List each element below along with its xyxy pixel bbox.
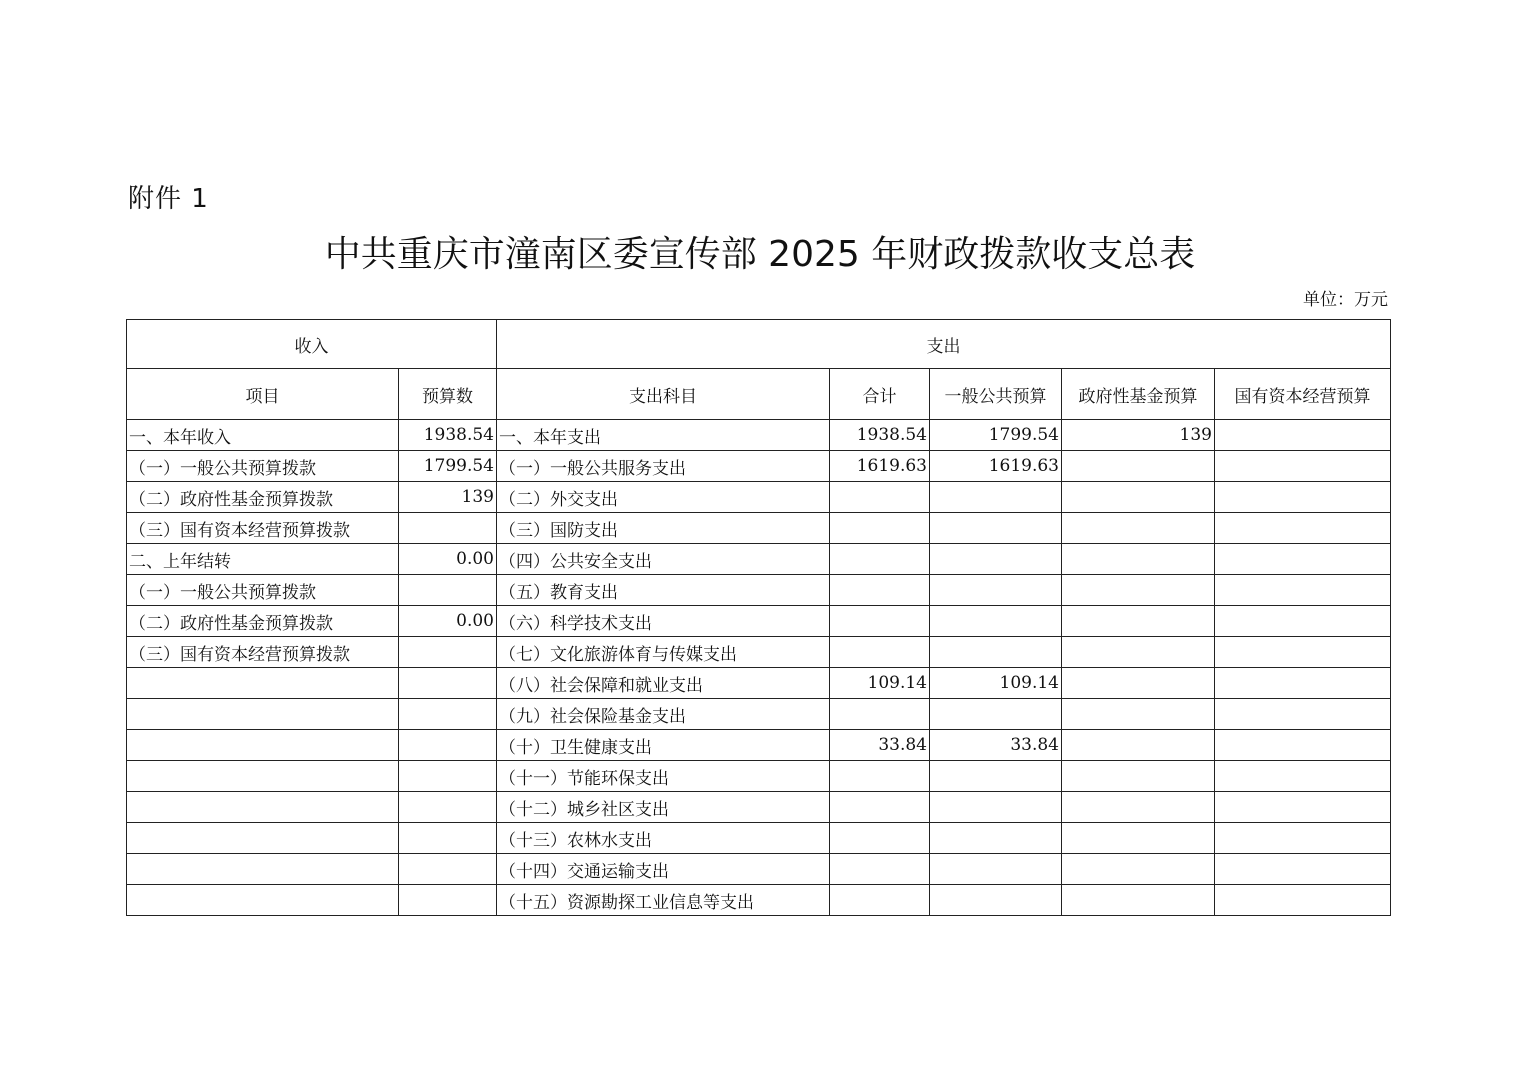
cell-amount bbox=[399, 792, 497, 823]
cell-total bbox=[830, 823, 930, 854]
table-body bbox=[127, 420, 1391, 916]
cell-item bbox=[127, 823, 399, 854]
table-row bbox=[127, 668, 1391, 699]
cell-state-capital-budget bbox=[1215, 730, 1391, 761]
cell-fund-budget bbox=[1062, 606, 1215, 637]
cell-fund-budget bbox=[1062, 885, 1215, 916]
cell-general-budget bbox=[930, 606, 1062, 637]
table-row bbox=[127, 451, 1391, 482]
table-row bbox=[127, 792, 1391, 823]
group-header-row bbox=[127, 320, 1391, 369]
cell-amount bbox=[399, 668, 497, 699]
cell-subject: （七）文化旅游体育与传媒支出 bbox=[497, 637, 830, 668]
cell-state-capital-budget bbox=[1215, 420, 1391, 451]
cell-item: （二）政府性基金预算拨款 bbox=[127, 482, 399, 513]
cell-general-budget: 33.84 bbox=[930, 730, 1062, 761]
cell-total bbox=[830, 513, 930, 544]
cell-total: 33.84 bbox=[830, 730, 930, 761]
cell-state-capital-budget bbox=[1215, 575, 1391, 606]
cell-fund-budget bbox=[1062, 513, 1215, 544]
cell-subject: （八）社会保障和就业支出 bbox=[497, 668, 830, 699]
column-header-row bbox=[127, 369, 1391, 420]
cell-amount bbox=[399, 823, 497, 854]
cell-amount bbox=[399, 575, 497, 606]
col-header-subject: 支出科目 bbox=[497, 369, 830, 420]
cell-subject: （四）公共安全支出 bbox=[497, 544, 830, 575]
cell-subject: （一）一般公共服务支出 bbox=[497, 451, 830, 482]
cell-general-budget bbox=[930, 823, 1062, 854]
cell-amount: 1799.54 bbox=[399, 451, 497, 482]
cell-subject: （十三）农林水支出 bbox=[497, 823, 830, 854]
cell-fund-budget bbox=[1062, 854, 1215, 885]
cell-subject: （五）教育支出 bbox=[497, 575, 830, 606]
page-title: 中共重庆市潼南区委宣传部 2025 年财政拨款收支总表 bbox=[324, 234, 1196, 275]
cell-total bbox=[830, 699, 930, 730]
table-row bbox=[127, 420, 1391, 451]
cell-item: （一）一般公共预算拨款 bbox=[127, 575, 399, 606]
table-row bbox=[127, 885, 1391, 916]
table-row bbox=[127, 761, 1391, 792]
cell-fund-budget bbox=[1062, 668, 1215, 699]
table-row bbox=[127, 854, 1391, 885]
cell-total bbox=[830, 544, 930, 575]
cell-general-budget bbox=[930, 513, 1062, 544]
table-row bbox=[127, 823, 1391, 854]
cell-fund-budget bbox=[1062, 699, 1215, 730]
col-header-fund: 政府性基金预算 bbox=[1062, 369, 1215, 420]
col-header-item: 项目 bbox=[127, 369, 399, 420]
cell-state-capital-budget bbox=[1215, 513, 1391, 544]
cell-total bbox=[830, 792, 930, 823]
cell-state-capital-budget bbox=[1215, 823, 1391, 854]
cell-subject: （十四）交通运输支出 bbox=[497, 854, 830, 885]
budget-table bbox=[126, 319, 1391, 916]
cell-item: （三）国有资本经营预算拨款 bbox=[127, 513, 399, 544]
table-row bbox=[127, 637, 1391, 668]
unit-label: 单位：万元 bbox=[1303, 290, 1388, 310]
cell-subject: （六）科学技术支出 bbox=[497, 606, 830, 637]
cell-amount bbox=[399, 854, 497, 885]
cell-general-budget bbox=[930, 575, 1062, 606]
table-row bbox=[127, 606, 1391, 637]
col-header-state: 国有资本经营预算 bbox=[1215, 369, 1391, 420]
cell-item: （三）国有资本经营预算拨款 bbox=[127, 637, 399, 668]
cell-general-budget bbox=[930, 482, 1062, 513]
table-row bbox=[127, 699, 1391, 730]
cell-general-budget bbox=[930, 854, 1062, 885]
cell-item: 二、上年结转 bbox=[127, 544, 399, 575]
cell-state-capital-budget bbox=[1215, 544, 1391, 575]
cell-general-budget bbox=[930, 885, 1062, 916]
col-header-general: 一般公共预算 bbox=[930, 369, 1062, 420]
cell-state-capital-budget bbox=[1215, 699, 1391, 730]
cell-item bbox=[127, 730, 399, 761]
cell-amount bbox=[399, 637, 497, 668]
cell-total: 1619.63 bbox=[830, 451, 930, 482]
cell-fund-budget bbox=[1062, 637, 1215, 668]
cell-amount bbox=[399, 761, 497, 792]
cell-fund-budget: 139 bbox=[1062, 420, 1215, 451]
income-group-header: 收入 bbox=[127, 320, 497, 369]
table-row bbox=[127, 730, 1391, 761]
cell-subject: （十二）城乡社区支出 bbox=[497, 792, 830, 823]
cell-state-capital-budget bbox=[1215, 761, 1391, 792]
cell-general-budget bbox=[930, 637, 1062, 668]
table-row bbox=[127, 513, 1391, 544]
cell-total: 109.14 bbox=[830, 668, 930, 699]
cell-total bbox=[830, 885, 930, 916]
cell-item: （一）一般公共预算拨款 bbox=[127, 451, 399, 482]
col-header-amount: 预算数 bbox=[399, 369, 497, 420]
cell-fund-budget bbox=[1062, 761, 1215, 792]
cell-total bbox=[830, 606, 930, 637]
cell-total bbox=[830, 575, 930, 606]
cell-state-capital-budget bbox=[1215, 606, 1391, 637]
cell-total bbox=[830, 482, 930, 513]
cell-amount: 1938.54 bbox=[399, 420, 497, 451]
cell-total bbox=[830, 637, 930, 668]
cell-state-capital-budget bbox=[1215, 854, 1391, 885]
cell-fund-budget bbox=[1062, 823, 1215, 854]
cell-fund-budget bbox=[1062, 575, 1215, 606]
cell-subject: （十五）资源勘探工业信息等支出 bbox=[497, 885, 830, 916]
cell-state-capital-budget bbox=[1215, 668, 1391, 699]
cell-subject: （九）社会保险基金支出 bbox=[497, 699, 830, 730]
cell-fund-budget bbox=[1062, 482, 1215, 513]
cell-amount bbox=[399, 699, 497, 730]
cell-state-capital-budget bbox=[1215, 482, 1391, 513]
cell-total: 1938.54 bbox=[830, 420, 930, 451]
cell-subject: （二）外交支出 bbox=[497, 482, 830, 513]
cell-state-capital-budget bbox=[1215, 637, 1391, 668]
cell-amount: 139 bbox=[399, 482, 497, 513]
cell-item bbox=[127, 885, 399, 916]
cell-item bbox=[127, 854, 399, 885]
cell-general-budget bbox=[930, 761, 1062, 792]
cell-subject: （十一）节能环保支出 bbox=[497, 761, 830, 792]
attachment-label: 附件 1 bbox=[128, 184, 209, 214]
cell-total bbox=[830, 854, 930, 885]
cell-amount: 0.00 bbox=[399, 544, 497, 575]
cell-amount bbox=[399, 513, 497, 544]
cell-general-budget bbox=[930, 544, 1062, 575]
cell-item bbox=[127, 699, 399, 730]
cell-subject: 一、本年支出 bbox=[497, 420, 830, 451]
cell-amount bbox=[399, 885, 497, 916]
cell-item bbox=[127, 761, 399, 792]
table-row bbox=[127, 482, 1391, 513]
cell-item bbox=[127, 792, 399, 823]
cell-total bbox=[830, 761, 930, 792]
cell-fund-budget bbox=[1062, 544, 1215, 575]
cell-general-budget bbox=[930, 792, 1062, 823]
cell-fund-budget bbox=[1062, 730, 1215, 761]
cell-fund-budget bbox=[1062, 451, 1215, 482]
cell-subject: （三）国防支出 bbox=[497, 513, 830, 544]
cell-general-budget: 109.14 bbox=[930, 668, 1062, 699]
expense-group-header: 支出 bbox=[497, 320, 1391, 369]
cell-amount bbox=[399, 730, 497, 761]
cell-general-budget: 1799.54 bbox=[930, 420, 1062, 451]
cell-state-capital-budget bbox=[1215, 792, 1391, 823]
cell-general-budget bbox=[930, 699, 1062, 730]
cell-state-capital-budget bbox=[1215, 451, 1391, 482]
cell-item: （二）政府性基金预算拨款 bbox=[127, 606, 399, 637]
table-row bbox=[127, 575, 1391, 606]
table-row bbox=[127, 544, 1391, 575]
cell-state-capital-budget bbox=[1215, 885, 1391, 916]
cell-amount: 0.00 bbox=[399, 606, 497, 637]
col-header-total: 合计 bbox=[830, 369, 930, 420]
cell-general-budget: 1619.63 bbox=[930, 451, 1062, 482]
cell-item bbox=[127, 668, 399, 699]
cell-subject: （十）卫生健康支出 bbox=[497, 730, 830, 761]
cell-fund-budget bbox=[1062, 792, 1215, 823]
cell-item: 一、本年收入 bbox=[127, 420, 399, 451]
